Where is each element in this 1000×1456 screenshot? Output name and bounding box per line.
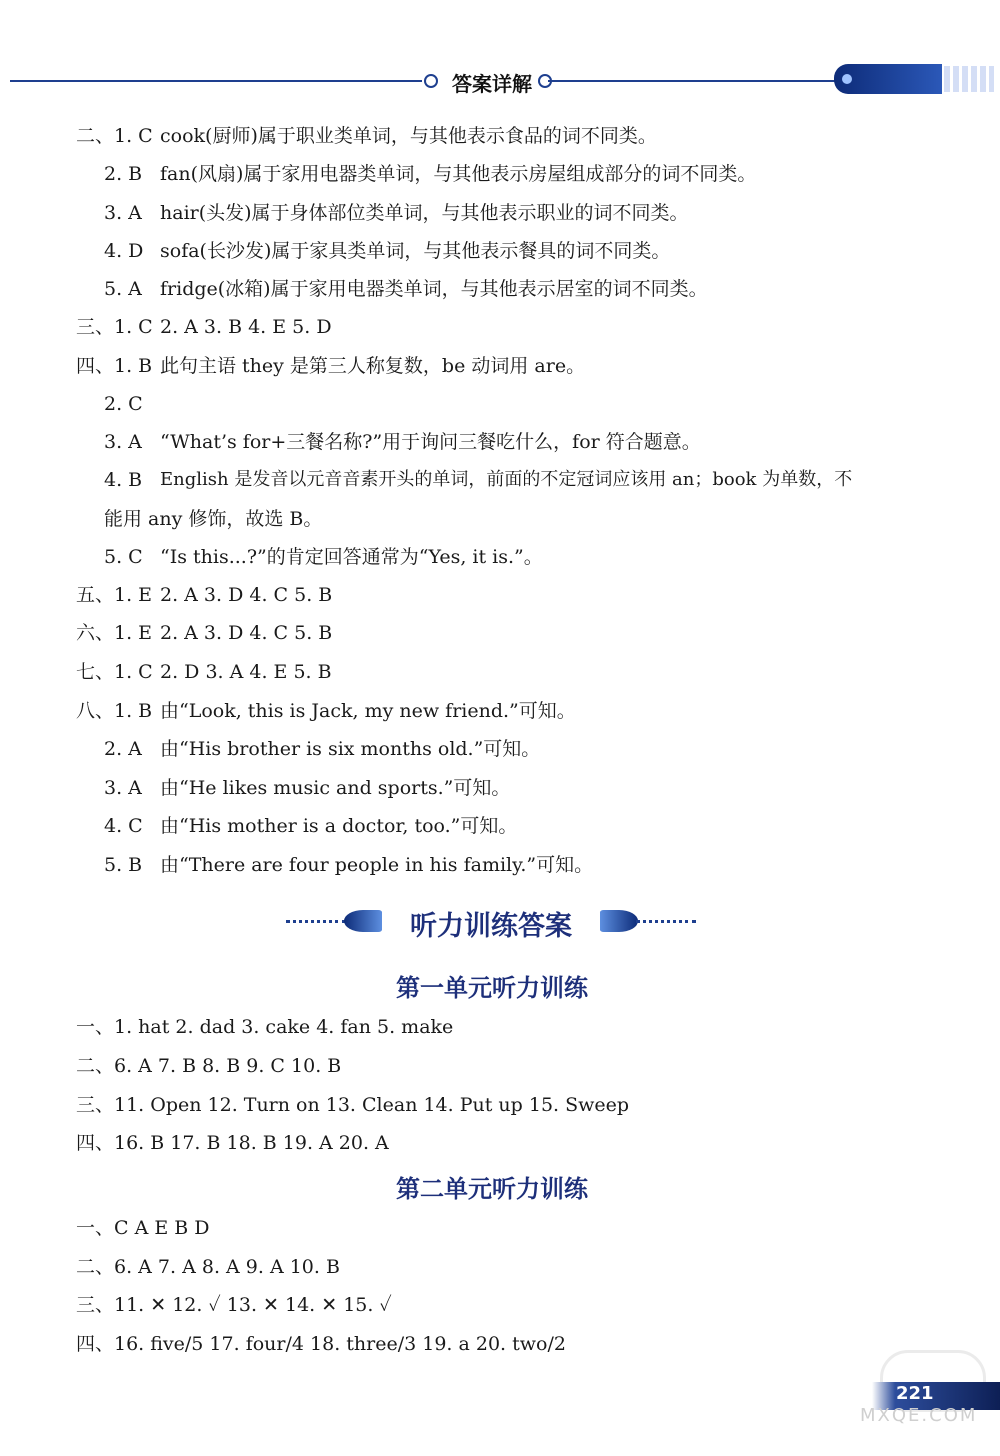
answer-number: 八、1. B (76, 700, 153, 722)
answer-explanation: sofa(长沙发)属于家具类单词，与其他表示餐具的词不同类。 (160, 240, 671, 262)
answer-number: 3. A (104, 431, 142, 453)
header-rule-left (10, 80, 422, 82)
answer-explanation: fridge(冰箱)属于家用电器类单词，与其他表示居室的词不同类。 (160, 278, 708, 300)
answer-explanation: cook(厨师)属于职业类单词，与其他表示食品的词不同类。 (160, 125, 657, 147)
answer-number: 2. C (104, 393, 143, 415)
unit-1-title: 第一单元听力训练 (396, 974, 588, 1002)
answer-explanation: “Is this...?”的肯定回答通常为“Yes, it is.”。 (160, 546, 543, 568)
answer-explanation: 能用 any 修饰，故选 B。 (104, 508, 323, 530)
answer-choices: 2. A 3. D 4. C 5. B (160, 584, 333, 606)
answer-explanation: 由“His mother is a doctor, too.”可知。 (160, 815, 518, 837)
header-dot-left (424, 74, 438, 88)
unit-2-line: 三、11. ✕ 12. ✓ 13. ✕ 14. ✕ 15. ✓ (76, 1294, 392, 1316)
answer-number: 5. A (104, 278, 142, 300)
header-stripe-decoration (944, 66, 994, 92)
answer-number: 5. B (104, 854, 143, 876)
answer-explanation: hair(头发)属于身体部位类单词，与其他表示职业的词不同类。 (160, 202, 689, 224)
unit-2-line: 一、C A E B D (76, 1217, 210, 1239)
answer-number: 二、1. C (76, 125, 153, 147)
unit-1-line: 一、1. hat 2. dad 3. cake 4. fan 5. make (76, 1016, 454, 1038)
unit-1-line: 四、16. B 17. B 18. B 19. A 20. A (76, 1132, 389, 1154)
header-title: 答案详解 (452, 72, 532, 96)
answer-number: 四、1. B (76, 355, 153, 377)
section-banner (286, 902, 696, 942)
unit-2-line: 二、6. A 7. A 8. A 9. A 10. B (76, 1256, 340, 1278)
answer-choices: 2. D 3. A 4. E 5. B (160, 661, 332, 683)
answer-number: 三、1. C (76, 316, 153, 338)
answer-number: 4. B (104, 469, 143, 491)
header-rule-right (548, 80, 838, 82)
header-tab-bullet-icon (842, 74, 852, 84)
answer-number: 七、1. C (76, 661, 153, 683)
answer-number: 2. B (104, 163, 143, 185)
answer-number: 3. A (104, 202, 142, 224)
answer-explanation: “What’s for+三餐名称?”用于询问三餐吃什么，for 符合题意。 (160, 431, 701, 453)
answer-explanation: fan(风扇)属于家用电器类单词，与其他表示房屋组成部分的词不同类。 (160, 163, 757, 185)
unit-1-line: 二、6. A 7. B 8. B 9. C 10. B (76, 1055, 342, 1077)
answer-number: 六、1. E (76, 622, 153, 644)
unit-2-title: 第二单元听力训练 (396, 1175, 588, 1203)
answer-number: 5. C (104, 546, 143, 568)
answer-number: 4. C (104, 815, 143, 837)
answer-explanation: English 是发音以元音音素开头的单词，前面的不定冠词应该用 an；book 为单数，不 (160, 469, 853, 490)
banner-dots-right (636, 920, 696, 923)
banner-wing-right-icon (600, 910, 638, 932)
watermark-text: MXQE.COM (860, 1405, 978, 1426)
answer-explanation: 此句主语 they 是第三人称复数，be 动词用 are。 (160, 355, 586, 377)
answer-number: 2. A (104, 738, 142, 760)
unit-2-line: 四、16. five/5 17. four/4 18. three/3 19. a 20. two/2 (76, 1333, 566, 1355)
section-title: 听力训练答案 (410, 911, 572, 942)
answer-explanation: 由“There are four people in his family.”可知。 (160, 854, 594, 876)
banner-wing-left-icon (344, 910, 382, 932)
answer-number: 五、1. E (76, 584, 153, 606)
answer-number: 3. A (104, 777, 142, 799)
banner-dots-left (286, 920, 346, 923)
answer-explanation: 由“His brother is six months old.”可知。 (160, 738, 541, 760)
answer-choices: 2. A 3. B 4. E 5. D (160, 316, 332, 338)
answer-number: 4. D (104, 240, 144, 262)
unit-1-line: 三、11. Open 12. Turn on 13. Clean 14. Put up 15. Sweep (76, 1094, 630, 1116)
answer-explanation: 由“He likes music and sports.”可知。 (160, 777, 511, 799)
page-number: 221 (896, 1383, 934, 1404)
answer-choices: 2. A 3. D 4. C 5. B (160, 622, 333, 644)
answer-explanation: 由“Look, this is Jack, my new friend.”可知。 (160, 700, 576, 722)
